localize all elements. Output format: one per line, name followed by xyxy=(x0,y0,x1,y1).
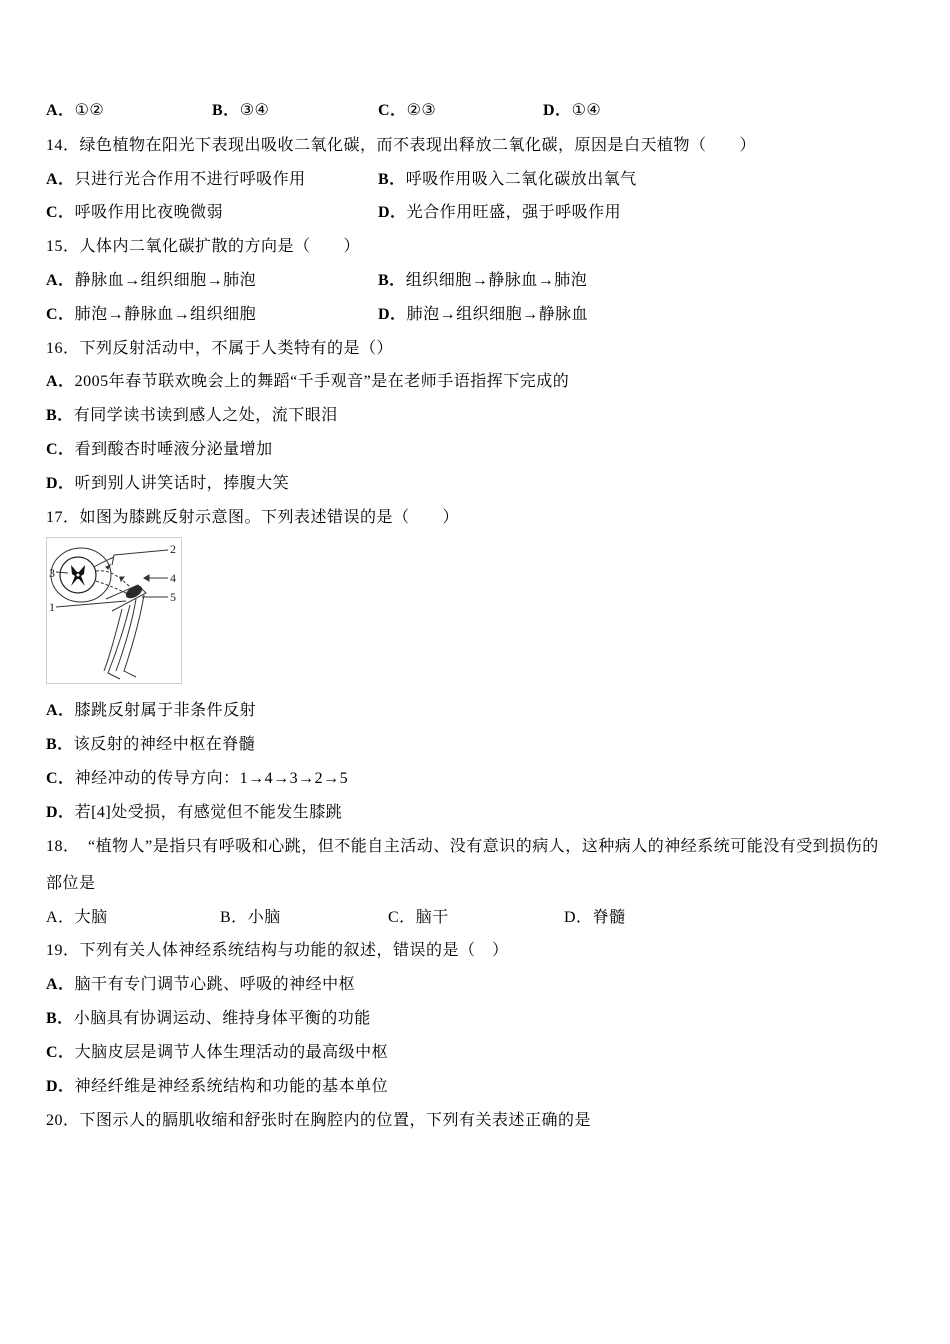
q18-stem-line1: 18． “植物人”是指只有呼吸和心跳，但不能自主活动、没有意识的病人，这种病人的神经系统可能没有受到损伤的 xyxy=(46,838,879,855)
option-letter: A． xyxy=(46,102,75,119)
option-letter: C． xyxy=(388,909,416,926)
q19-option-c xyxy=(46,1043,388,1063)
option-text: 呼吸作用比夜晚微弱 xyxy=(74,204,224,221)
option-text: 组织细胞→静脉血→肺泡 xyxy=(405,272,588,289)
q17-option-a xyxy=(46,701,256,721)
option-letter: C． xyxy=(46,1044,75,1061)
q17-stem: 17．如图为膝跳反射示意图。下列表述错误的是（ ） xyxy=(46,509,460,526)
q16-option-c xyxy=(46,440,273,460)
option-letter: D． xyxy=(46,804,75,821)
option-letter: D． xyxy=(378,306,407,323)
q14-stem: 14．绿色植物在阳光下表现出吸收二氧化碳，而不表现出释放二氧化碳，原因是白天植物（ ） xyxy=(46,137,757,154)
q16-option-b xyxy=(46,406,338,426)
q18-option-a xyxy=(46,908,108,928)
option-letter: C． xyxy=(46,306,75,323)
q15-option-b xyxy=(378,271,587,291)
q16-option-d xyxy=(46,474,289,494)
option-text: 膝跳反射属于非条件反射 xyxy=(74,702,257,719)
option-letter: B． xyxy=(212,102,240,119)
q18-stem-line2: 部位是 xyxy=(46,875,96,892)
q14-option-c xyxy=(46,203,223,223)
q15-stem: 15．人体内二氧化碳扩散的方向是（ ） xyxy=(46,238,361,255)
q14-option-b xyxy=(378,170,637,190)
q17-option-b xyxy=(46,735,255,755)
option-letter: A． xyxy=(46,702,75,719)
option-text: 大脑皮层是调节人体生理活动的最高级中枢 xyxy=(74,1044,389,1061)
q14-option-d xyxy=(378,203,621,223)
figure-label-1: 1 xyxy=(49,600,55,614)
option-text: 脑干有专门调节心跳、呼吸的神经中枢 xyxy=(74,976,356,993)
q19-option-d xyxy=(46,1077,388,1097)
option-text: 神经冲动的传导方向：1→4→3→2→5 xyxy=(74,770,349,787)
q18-option-b xyxy=(220,908,281,928)
option-letter: C． xyxy=(46,441,75,458)
option-text: 若[4]处受损，有感觉但不能发生膝跳 xyxy=(74,804,343,821)
option-letter: A． xyxy=(46,171,75,188)
option-letter: B． xyxy=(46,736,74,753)
option-text: 静脉血→组织细胞→肺泡 xyxy=(74,272,257,289)
option-text: ③④ xyxy=(239,102,270,119)
option-text: 呼吸作用吸入二氧化碳放出氧气 xyxy=(405,171,637,188)
option-letter: D． xyxy=(543,102,572,119)
knee-jerk-reflex-figure xyxy=(46,537,182,684)
q19-stem: 19．下列有关人体神经系统结构与功能的叙述，错误的是（ ） xyxy=(46,942,509,959)
option-letter: A． xyxy=(46,272,75,289)
option-letter: C． xyxy=(46,204,75,221)
q19-option-b xyxy=(46,1009,371,1029)
option-letter: A． xyxy=(46,976,75,993)
q15-option-d xyxy=(378,305,588,325)
q13-option-b xyxy=(212,101,269,121)
option-text: 大脑 xyxy=(74,909,108,926)
option-letter: C． xyxy=(46,770,75,787)
q18-option-c xyxy=(388,908,449,928)
option-text: 光合作用旺盛，强于呼吸作用 xyxy=(406,204,622,221)
option-text: 神经纤维是神经系统结构和功能的基本单位 xyxy=(74,1078,389,1095)
figure-label-5: 5 xyxy=(170,590,176,604)
option-text: 肺泡→组织细胞→静脉血 xyxy=(406,306,589,323)
option-letter: D． xyxy=(46,1078,75,1095)
q16-stem: 16．下列反射活动中，不属于人类特有的是（） xyxy=(46,340,394,357)
option-text: 听到别人讲笑话时，捧腹大笑 xyxy=(74,475,290,492)
option-letter: D． xyxy=(46,475,75,492)
q16-option-a xyxy=(46,372,569,392)
q14-option-a xyxy=(46,170,306,190)
option-text: 小脑具有协调运动、维持身体平衡的功能 xyxy=(73,1010,371,1027)
figure-label-2: 2 xyxy=(170,542,176,556)
option-text: ①② xyxy=(74,102,105,119)
q13-option-c xyxy=(378,101,436,121)
option-letter: B． xyxy=(46,1010,74,1027)
option-text: 小脑 xyxy=(247,909,281,926)
figure-label-3: 3 xyxy=(49,566,55,580)
option-text: 肺泡→静脉血→组织细胞 xyxy=(74,306,257,323)
q15-option-a xyxy=(46,271,256,291)
option-text: 脊髓 xyxy=(592,909,626,926)
option-letter: D． xyxy=(564,909,593,926)
option-letter: B． xyxy=(46,407,74,424)
q13-option-d xyxy=(543,101,601,121)
option-text: 有同学读书读到感人之处，流下眼泪 xyxy=(73,407,338,424)
option-text: 该反射的神经中枢在脊髓 xyxy=(73,736,256,753)
option-letter: A． xyxy=(46,909,75,926)
option-text: 看到酸杏时唾液分泌量增加 xyxy=(74,441,273,458)
option-letter: B． xyxy=(220,909,248,926)
option-letter: B． xyxy=(378,171,406,188)
figure-label-4: 4 xyxy=(170,571,176,585)
q20-stem: 20．下图示人的膈肌收缩和舒张时在胸腔内的位置，下列有关表述正确的是 xyxy=(46,1112,592,1129)
option-letter: D． xyxy=(378,204,407,221)
option-letter: B． xyxy=(378,272,406,289)
q18-option-d xyxy=(564,908,626,928)
q17-option-d xyxy=(46,803,342,823)
option-letter: A． xyxy=(46,373,75,390)
option-text: ②③ xyxy=(406,102,437,119)
option-letter: C． xyxy=(378,102,407,119)
option-text: 2005年春节联欢晚会上的舞蹈“千手观音”是在老师手语指挥下完成的 xyxy=(74,373,570,390)
q15-option-c xyxy=(46,305,256,325)
q17-option-c xyxy=(46,769,348,789)
option-text: 只进行光合作用不进行呼吸作用 xyxy=(74,171,306,188)
option-text: ①④ xyxy=(571,102,602,119)
option-text: 脑干 xyxy=(415,909,449,926)
q19-option-a xyxy=(46,975,355,995)
q13-option-a xyxy=(46,101,104,121)
